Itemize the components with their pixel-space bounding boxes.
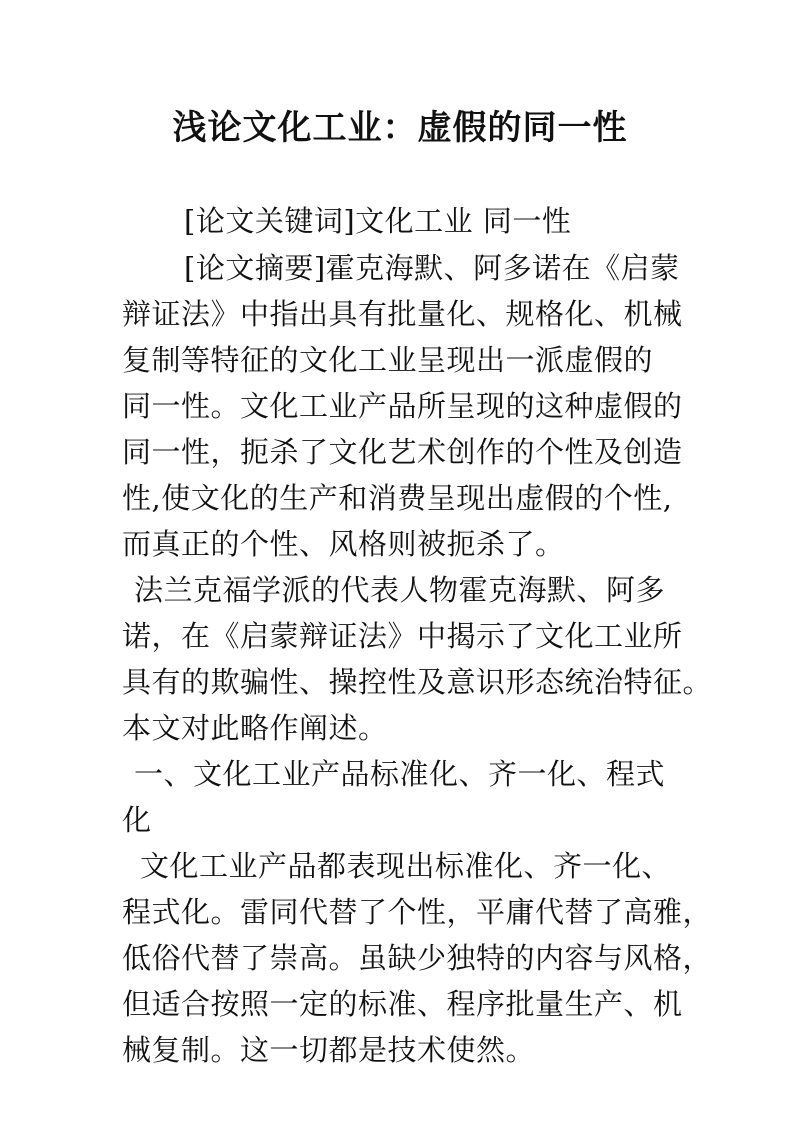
- document-title: 浅论文化工业：虚假的同一性: [172, 108, 628, 148]
- body-line: 低俗代替了崇高。虽缺少独特的内容与风格，: [122, 941, 713, 975]
- body-line: 法兰克福学派的代表人物霍克海默、阿多: [134, 573, 666, 607]
- section-heading: 一、文化工业产品标准化、齐一化、程式: [134, 757, 666, 791]
- body-line: 械复制。这一切都是技术使然。: [122, 1033, 536, 1067]
- body-line: 本文对此略作阐述。: [122, 711, 388, 745]
- body-line: 具有的欺骗性、操控性及意识形态统治特征。: [122, 665, 713, 699]
- keywords-line: [论文关键词]文化工业 同一性: [184, 204, 572, 238]
- abstract-line: 同一性，扼杀了文化艺术创作的个性及创造: [122, 435, 683, 469]
- body-line: 文化工业产品都表现出标准化、齐一化、: [140, 849, 672, 883]
- section-heading: 化: [122, 803, 152, 837]
- body-line: 但适合按照一定的标准、程序批量生产、机: [122, 987, 683, 1021]
- abstract-line: [论文摘要]霍克海默、阿多诺在《启蒙: [184, 251, 680, 285]
- body-line: 诺，在《启蒙辩证法》中揭示了文化工业所: [122, 619, 683, 653]
- abstract-line: 性,使文化的生产和消费呈现出虚假的个性,: [122, 481, 673, 515]
- abstract-line: 复制等特征的文化工业呈现出一派虚假的: [122, 343, 654, 377]
- abstract-line: 而真正的个性、风格则被扼杀了。: [122, 527, 565, 561]
- abstract-line: 辩证法》中指出具有批量化、规格化、机械: [122, 297, 683, 331]
- body-line: 程式化。雷同代替了个性，平庸代替了高雅，: [122, 895, 713, 929]
- abstract-line: 同一性。文化工业产品所呈现的这种虚假的: [122, 389, 683, 423]
